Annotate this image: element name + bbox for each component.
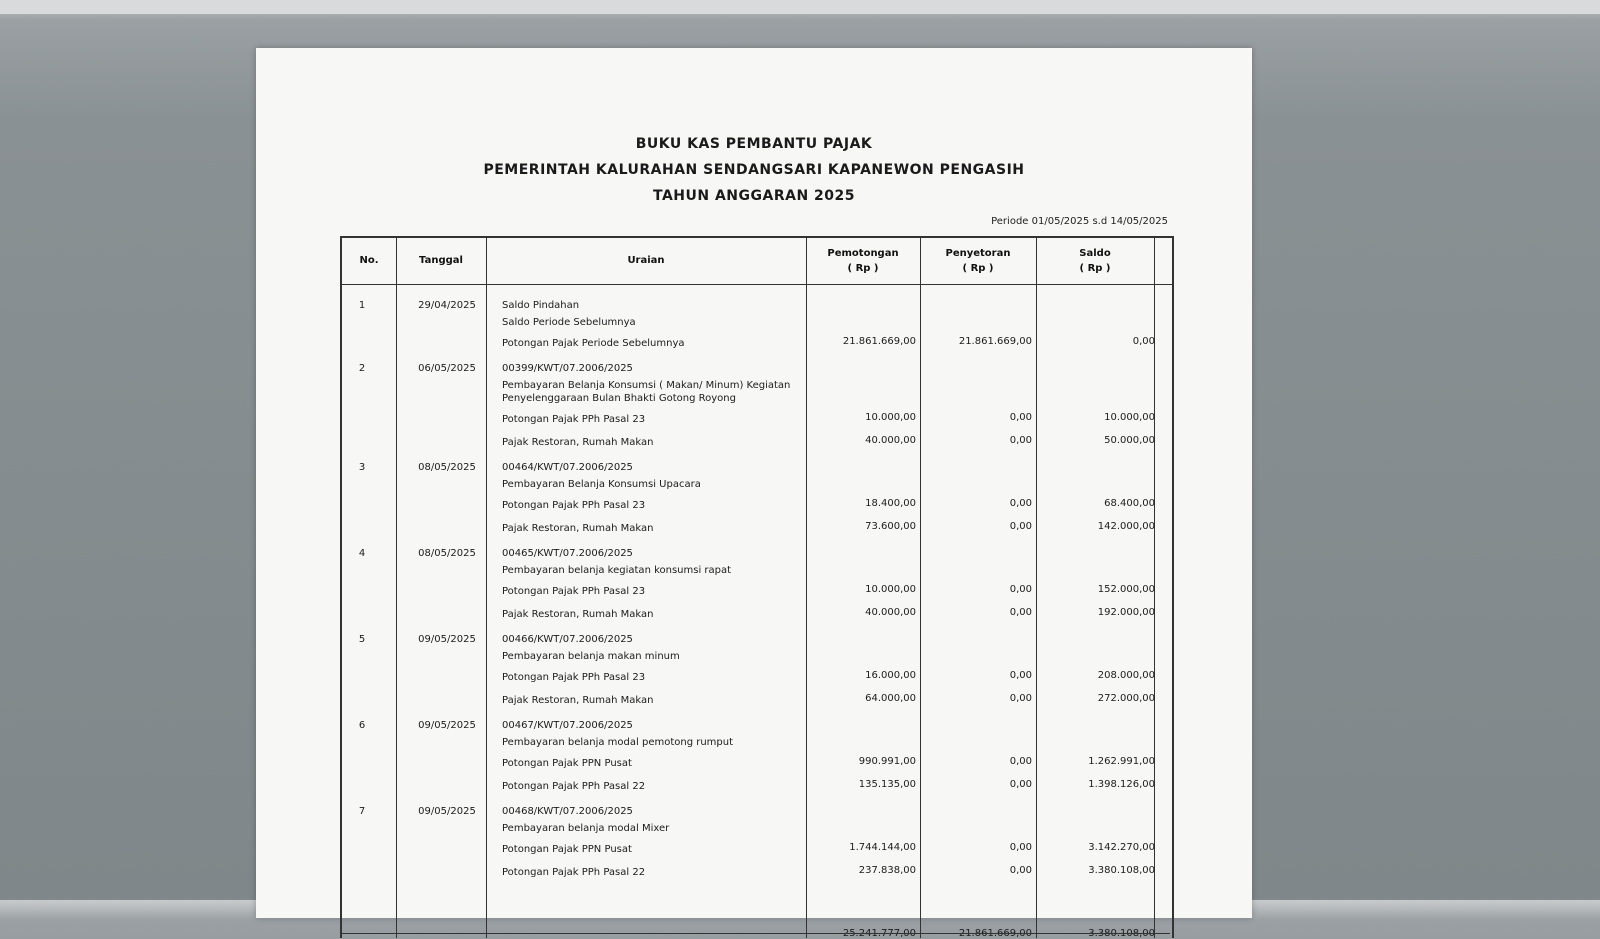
row-description: 00399/KWT/07.2006/2025 [502,363,633,374]
row-description: Penyelenggaraan Bulan Bhakti Gotong Royong [502,393,736,404]
header-pemotongan-label: Pemotongan [827,248,899,259]
column-divider [920,238,921,938]
row-description: Saldo Pindahan [502,300,580,311]
row-description: Potongan Pajak PPh Pasal 23 [502,500,646,511]
row-description: Potongan Pajak PPN Pusat [502,844,632,855]
row-saldo: 272.000,00 [1097,693,1155,704]
row-saldo: 142.000,00 [1097,521,1155,532]
row-description: Saldo Periode Sebelumnya [502,317,636,328]
header-uraian: Uraian [627,255,665,266]
row-saldo: 192.000,00 [1097,607,1155,618]
row-description: Potongan Pajak Periode Sebelumnya [502,338,685,349]
row-saldo: 0,00 [1132,336,1155,347]
tax-ledger-table [340,236,1174,938]
row-pemotongan: 990.991,00 [858,756,916,767]
column-divider [486,238,487,938]
row-description: 00464/KWT/07.2006/2025 [502,462,633,473]
row-pemotongan: 40.000,00 [865,607,916,618]
row-pemotongan: 73.600,00 [865,521,916,532]
row-date: 08/05/2025 [418,462,476,473]
row-description: Potongan Pajak PPh Pasal 23 [502,414,646,425]
row-saldo: 1.262.991,00 [1088,756,1155,767]
header-penyetoran [920,246,1036,276]
column-divider [1036,238,1037,938]
row-date: 08/05/2025 [418,548,476,559]
row-description: Potongan Pajak PPh Pasal 22 [502,867,646,878]
row-pemotongan: 237.838,00 [858,865,916,876]
header-saldo-unit: ( Rp ) [1079,263,1111,274]
row-penyetoran: 0,00 [1009,521,1032,532]
row-date: 06/05/2025 [418,363,476,374]
total-saldo: 3.380.108,00 [1088,928,1155,939]
total-pemotongan: 25.241.777,00 [842,928,916,939]
row-number: 5 [358,634,366,645]
row-penyetoran: 0,00 [1009,670,1032,681]
row-pemotongan: 1.744.144,00 [849,842,916,853]
row-penyetoran: 0,00 [1009,498,1032,509]
row-description: Pembayaran Belanja Konsumsi Upacara [502,479,701,490]
row-description: Pembayaran belanja kegiatan konsumsi rapat [502,565,732,576]
row-penyetoran: 0,00 [1009,842,1032,853]
row-pemotongan: 40.000,00 [865,435,916,446]
period-label: Periode 01/05/2025 s.d 14/05/2025 [991,216,1168,227]
row-description: 00465/KWT/07.2006/2025 [502,548,633,559]
row-number: 6 [358,720,366,731]
row-number: 7 [358,806,366,817]
row-description: Pembayaran belanja makan minum [502,651,680,662]
header-penyetoran-label: Penyetoran [945,248,1011,259]
row-penyetoran: 0,00 [1009,435,1032,446]
row-saldo: 68.400,00 [1104,498,1155,509]
row-description: 00466/KWT/07.2006/2025 [502,634,633,645]
row-saldo: 1.398.126,00 [1088,779,1155,790]
row-pemotongan: 10.000,00 [865,584,916,595]
row-pemotongan: 135.135,00 [858,779,916,790]
row-penyetoran: 0,00 [1009,779,1032,790]
row-number: 1 [358,300,366,311]
row-number: 3 [358,462,366,473]
row-saldo: 208.000,00 [1097,670,1155,681]
total-divider [340,933,1170,934]
header-pemotongan-unit: ( Rp ) [847,263,879,274]
row-saldo: 50.000,00 [1104,435,1155,446]
row-description: Pembayaran belanja modal pemotong rumput [502,737,734,748]
row-description: Pajak Restoran, Rumah Makan [502,437,654,448]
row-saldo: 152.000,00 [1097,584,1155,595]
row-number: 4 [358,548,366,559]
total-penyetoran: 21.861.669,00 [958,928,1032,939]
row-penyetoran: 0,00 [1009,412,1032,423]
row-penyetoran: 0,00 [1009,607,1032,618]
header-saldo-label: Saldo [1079,248,1111,259]
row-date: 29/04/2025 [418,300,476,311]
document-year: TAHUN ANGGARAN 2025 [652,188,855,204]
header-penyetoran-unit: ( Rp ) [962,263,994,274]
header-divider [342,284,1172,285]
row-description: Pembayaran belanja modal Mixer [502,823,670,834]
row-pemotongan: 18.400,00 [865,498,916,509]
row-penyetoran: 0,00 [1009,584,1032,595]
row-description: Potongan Pajak PPh Pasal 22 [502,781,646,792]
row-pemotongan: 10.000,00 [865,412,916,423]
row-pemotongan: 21.861.669,00 [842,336,916,347]
row-penyetoran: 0,00 [1009,865,1032,876]
row-description: Pembayaran Belanja Konsumsi ( Makan/ Minum) Kegiatan [502,380,791,391]
row-saldo: 3.380.108,00 [1088,865,1155,876]
row-description: Pajak Restoran, Rumah Makan [502,695,654,706]
row-description: 00467/KWT/07.2006/2025 [502,720,633,731]
row-saldo: 10.000,00 [1104,412,1155,423]
row-pemotongan: 16.000,00 [865,670,916,681]
row-date: 09/05/2025 [418,720,476,731]
row-description: Pajak Restoran, Rumah Makan [502,609,654,620]
document-page [256,48,1252,939]
row-penyetoran: 0,00 [1009,693,1032,704]
row-description: Potongan Pajak PPh Pasal 23 [502,586,646,597]
document-subtitle: PEMERINTAH KALURAHAN SENDANGSARI KAPANEWON PENGASIH [483,162,1025,178]
header-pemotongan [806,246,920,276]
header-tanggal: Tanggal [419,255,463,266]
row-number: 2 [358,363,366,374]
column-divider [806,238,807,938]
document-title: BUKU KAS PEMBANTU PAJAK [635,136,873,152]
row-description: Potongan Pajak PPN Pusat [502,758,632,769]
header-saldo [1036,246,1154,276]
row-penyetoran: 0,00 [1009,756,1032,767]
row-description: Potongan Pajak PPh Pasal 23 [502,672,646,683]
column-divider [396,238,397,938]
row-description: 00468/KWT/07.2006/2025 [502,806,633,817]
row-description: Pajak Restoran, Rumah Makan [502,523,654,534]
row-penyetoran: 21.861.669,00 [958,336,1032,347]
row-saldo: 3.142.270,00 [1088,842,1155,853]
header-no: No. [359,255,379,266]
row-date: 09/05/2025 [418,634,476,645]
row-pemotongan: 64.000,00 [865,693,916,704]
row-date: 09/05/2025 [418,806,476,817]
window-top-bar [0,0,1600,14]
